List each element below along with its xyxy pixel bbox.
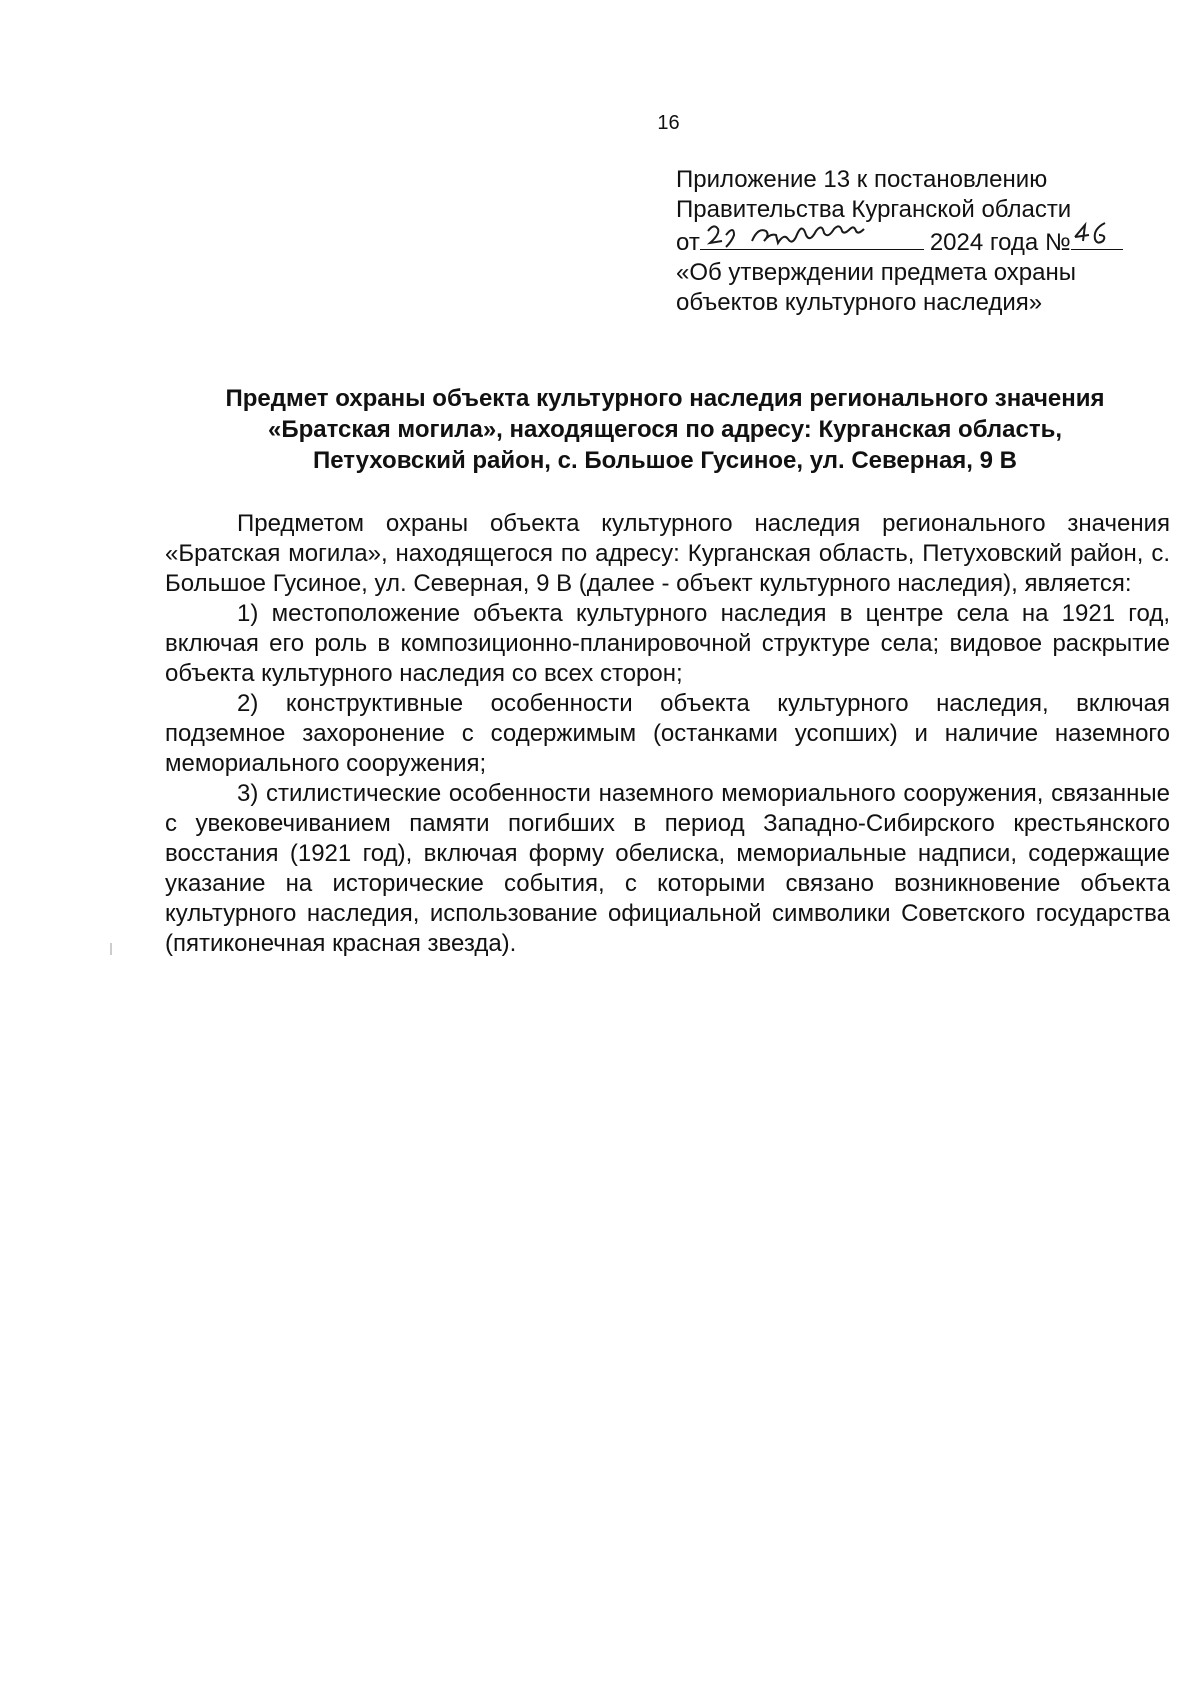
list-item-1: 1) местоположение объекта культурного наследия в центре села на 1921 год, включая его роль в композиционно-планировочной структуре села; видовое раскрытие объекта культурного наследия со всех сторон; xyxy=(165,600,1170,687)
handwritten-number-graphic xyxy=(1071,219,1123,249)
document-title xyxy=(160,383,1170,476)
handwritten-number-signature xyxy=(1071,225,1123,250)
list-item-2: 2) конструктивные особенности объекта культурного наследия, включая подземное захоронение с содержимым (останками усопших) и наличие наземного мемориального сооружения; xyxy=(165,690,1170,777)
document-body xyxy=(165,509,1170,959)
appendix-line-2: Правительства Курганской области xyxy=(676,196,1072,223)
date-prefix: от xyxy=(676,229,700,256)
appendix-line-1: Приложение 13 к постановлению xyxy=(676,166,1048,193)
handwritten-date-graphic xyxy=(700,219,924,249)
title-line-2: «Братская могила», находящегося по адресу: Курганская область, xyxy=(267,416,1063,443)
title-line-1: Предмет охраны объекта культурного наследия регионального значения xyxy=(225,385,1105,412)
appendix-line-4: «Об утверждении предмета охраны xyxy=(676,259,1076,286)
appendix-date-line xyxy=(676,225,1176,258)
title-line-3: Петуховский район, с. Большое Гусиное, ул. Северная, 9 В xyxy=(313,447,1017,474)
appendix-line-5: объектов культурного наследия» xyxy=(676,289,1043,316)
page-number: 16 xyxy=(657,112,680,134)
list-item-3: 3) стилистические особенности наземного мемориального сооружения, связанные с увековечиванием памяти погибших в период Западно-Сибирского крестьянского восстания (1921 год), включая форму обелиска, мемориальные надписи, содержащие указание на исторические события, с которыми связано возникновение объекта культурного наследия, использование официальной символики Советского государства (пятиконечная красная звезда). xyxy=(165,780,1170,957)
scan-mark xyxy=(110,943,112,955)
handwritten-date-signature xyxy=(700,225,924,250)
intro-paragraph: Предметом охраны объекта культурного наследия регионального значения «Братская могила», находящегося по адресу: Курганская область, Петуховский район, с. Большое Гусиное, ул. Северная, 9 В (далее - объект культурного наследия), является: xyxy=(165,510,1170,597)
date-year: 2024 года № xyxy=(929,229,1071,256)
appendix-header xyxy=(676,165,1176,318)
